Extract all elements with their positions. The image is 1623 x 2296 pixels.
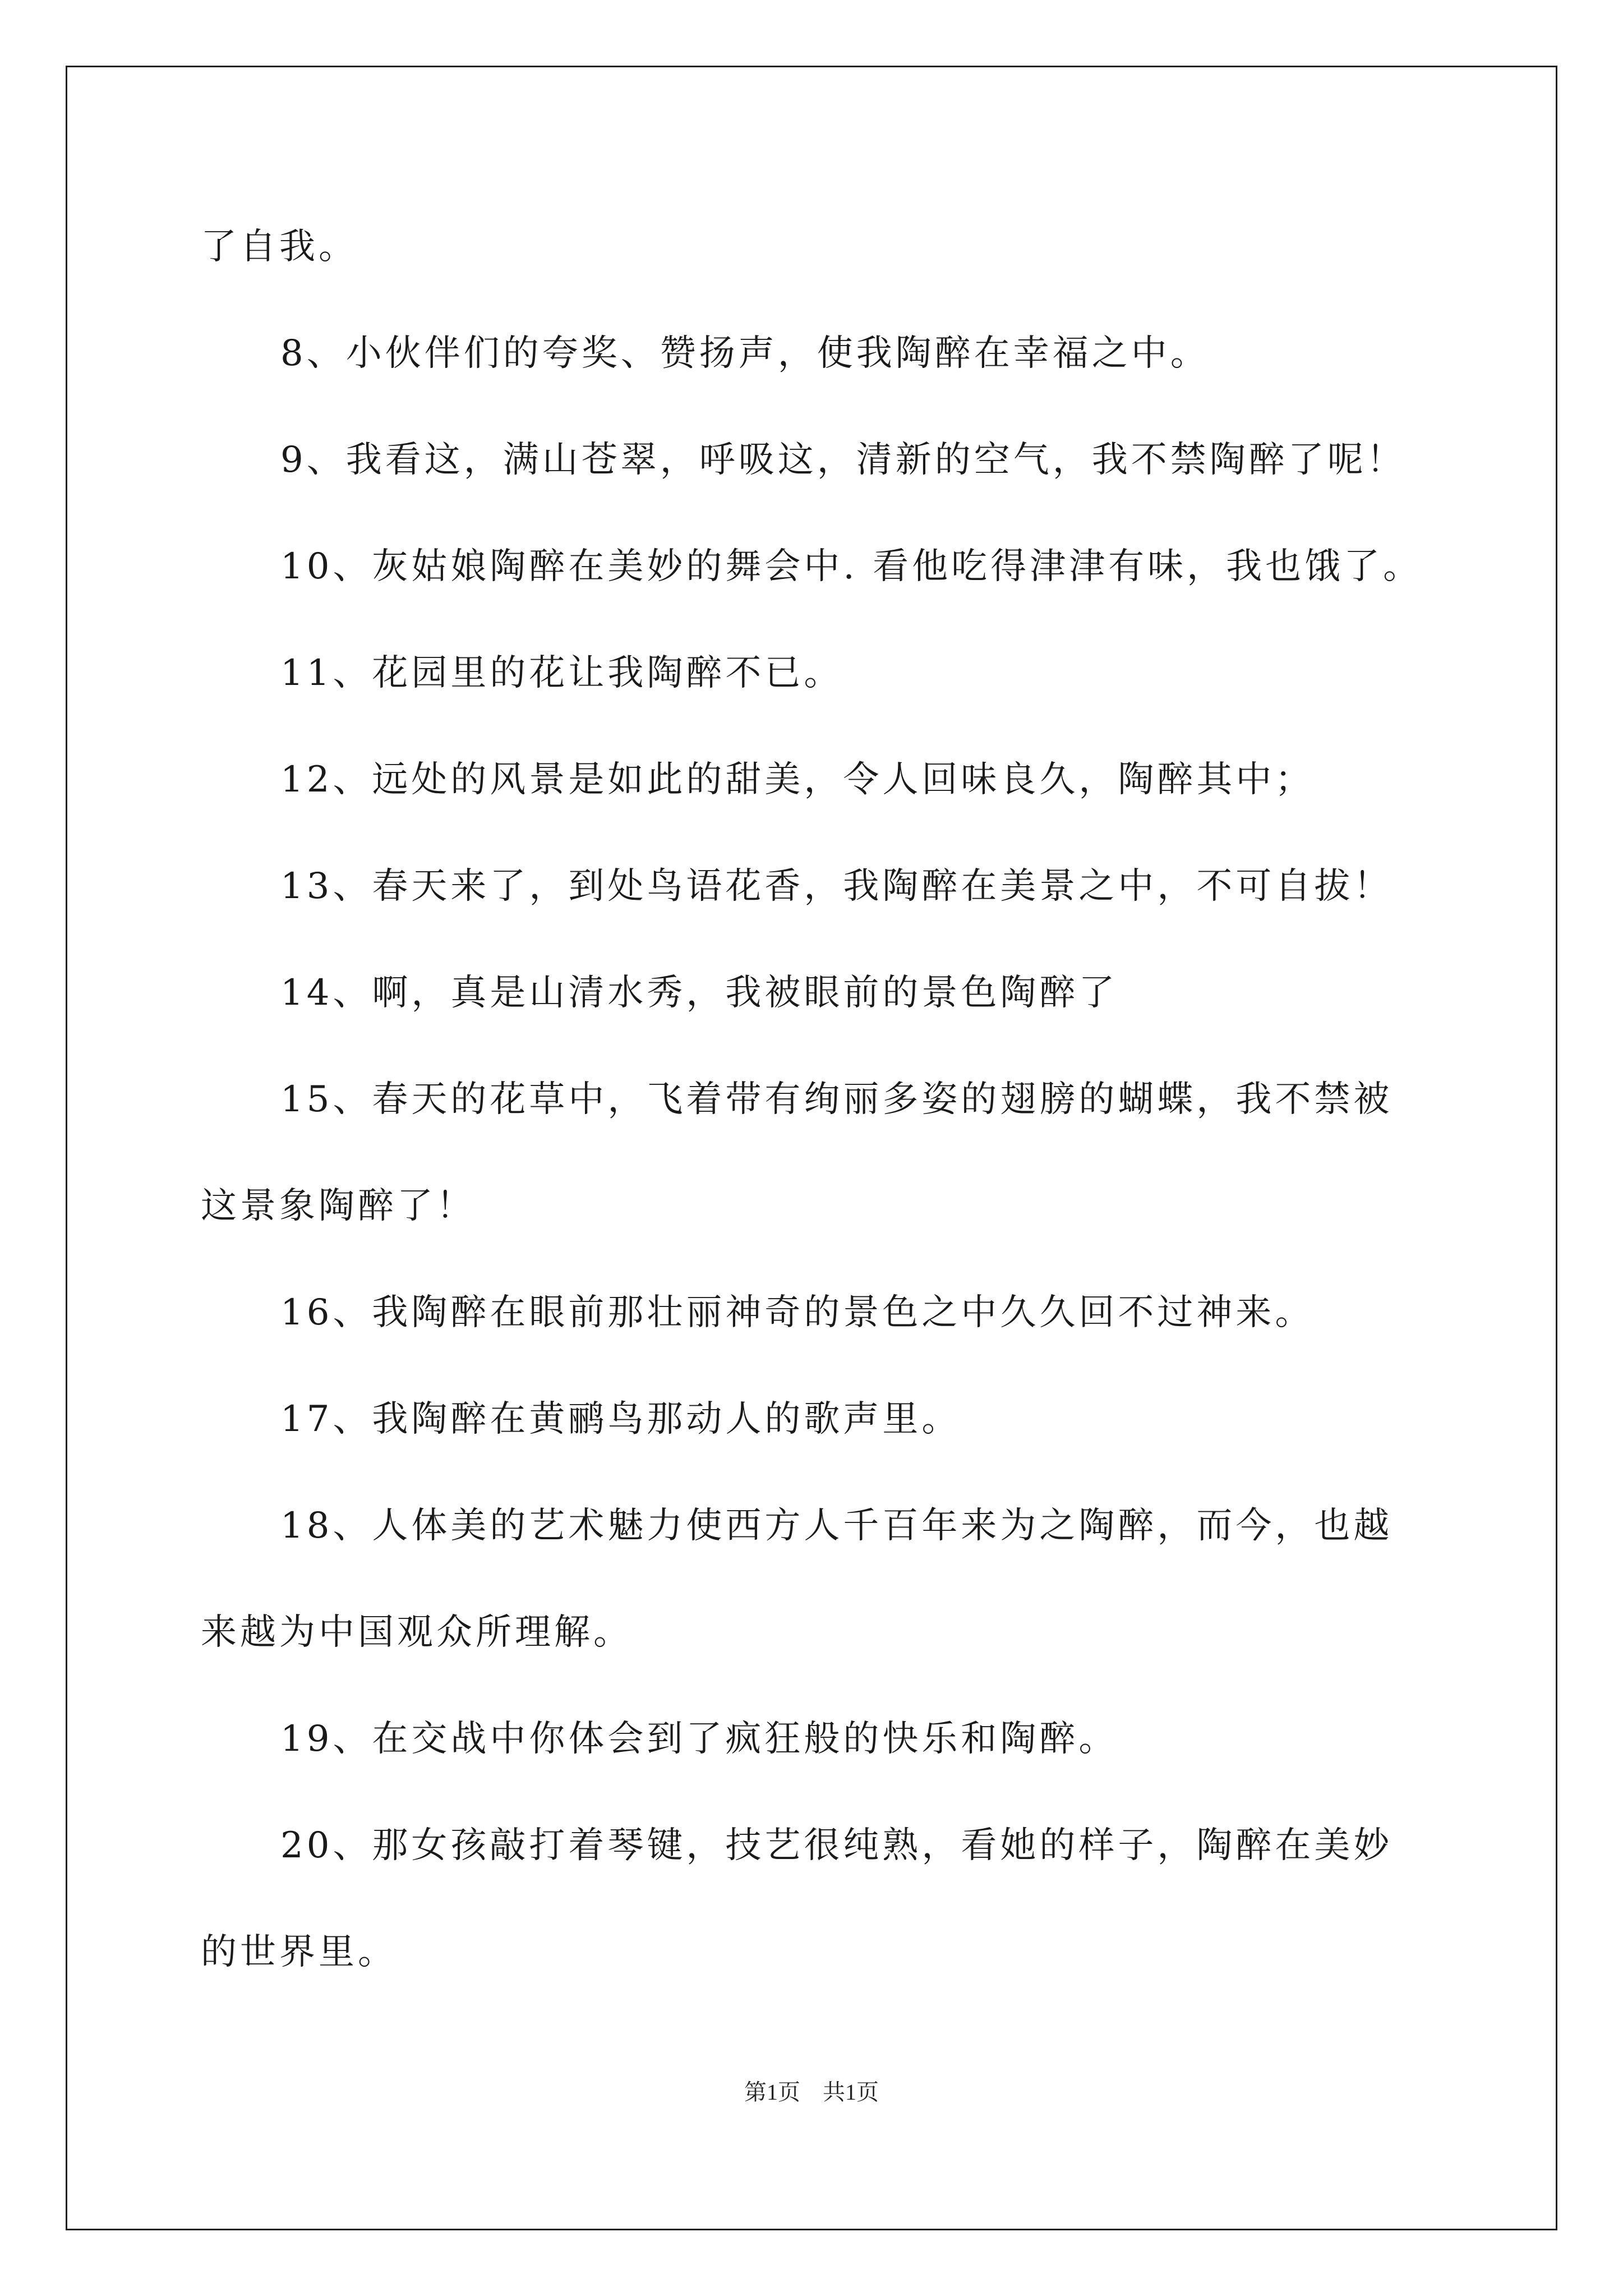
paragraph-line: 9、我看这，满山苍翠，呼吸这，清新的空气，我不禁陶醉了呢！ [280, 439, 1406, 481]
paragraph-line: 17、我陶醉在黄鹂鸟那动人的歌声里。 [280, 1398, 961, 1440]
page-border [66, 66, 1557, 2230]
paragraph-line: 10、灰姑娘陶醉在美妙的舞会中. 看他吃得津津有味，我也饿了。 [280, 546, 1423, 587]
paragraph-line: 12、远处的风景是如此的甜美，令人回味良久，陶醉其中； [280, 759, 1315, 800]
paragraph-line: 13、春天来了，到处鸟语花香，我陶醉在美景之中，不可自拔！ [280, 866, 1393, 907]
paragraph-line: 的世界里。 [201, 1931, 397, 1973]
paragraph-line: 14、啊，真是山清水秀，我被眼前的景色陶醉了 [280, 972, 1118, 1014]
paragraph-line: 19、在交战中你体会到了疯狂般的快乐和陶醉。 [280, 1718, 1118, 1760]
paragraph-line: 20、那女孩敲打着琴键，技艺很纯熟，看她的样子，陶醉在美妙 [280, 1825, 1393, 1866]
paragraph-line: 15、春天的花草中，飞着带有绚丽多姿的翅膀的蝴蝶，我不禁被 [280, 1079, 1393, 1120]
paragraph-line: 18、人体美的艺术魅力使西方人千百年来为之陶醉，而今，也越 [280, 1505, 1393, 1547]
paragraph-line: 这景象陶醉了！ [201, 1185, 476, 1227]
paragraph-line: 11、花园里的花让我陶醉不已。 [280, 652, 843, 694]
paragraph-line: 16、我陶醉在眼前那壮丽神奇的景色之中久久回不过神来。 [280, 1292, 1315, 1333]
page-number-footer: 第1页 共1页 [744, 2079, 879, 2105]
paragraph-line: 来越为中国观众所理解。 [201, 1612, 633, 1653]
paragraph-line: 了自我。 [201, 226, 358, 268]
paragraph-line: 8、小伙伴们的夸奖、赞扬声，使我陶醉在幸福之中。 [280, 333, 1210, 374]
